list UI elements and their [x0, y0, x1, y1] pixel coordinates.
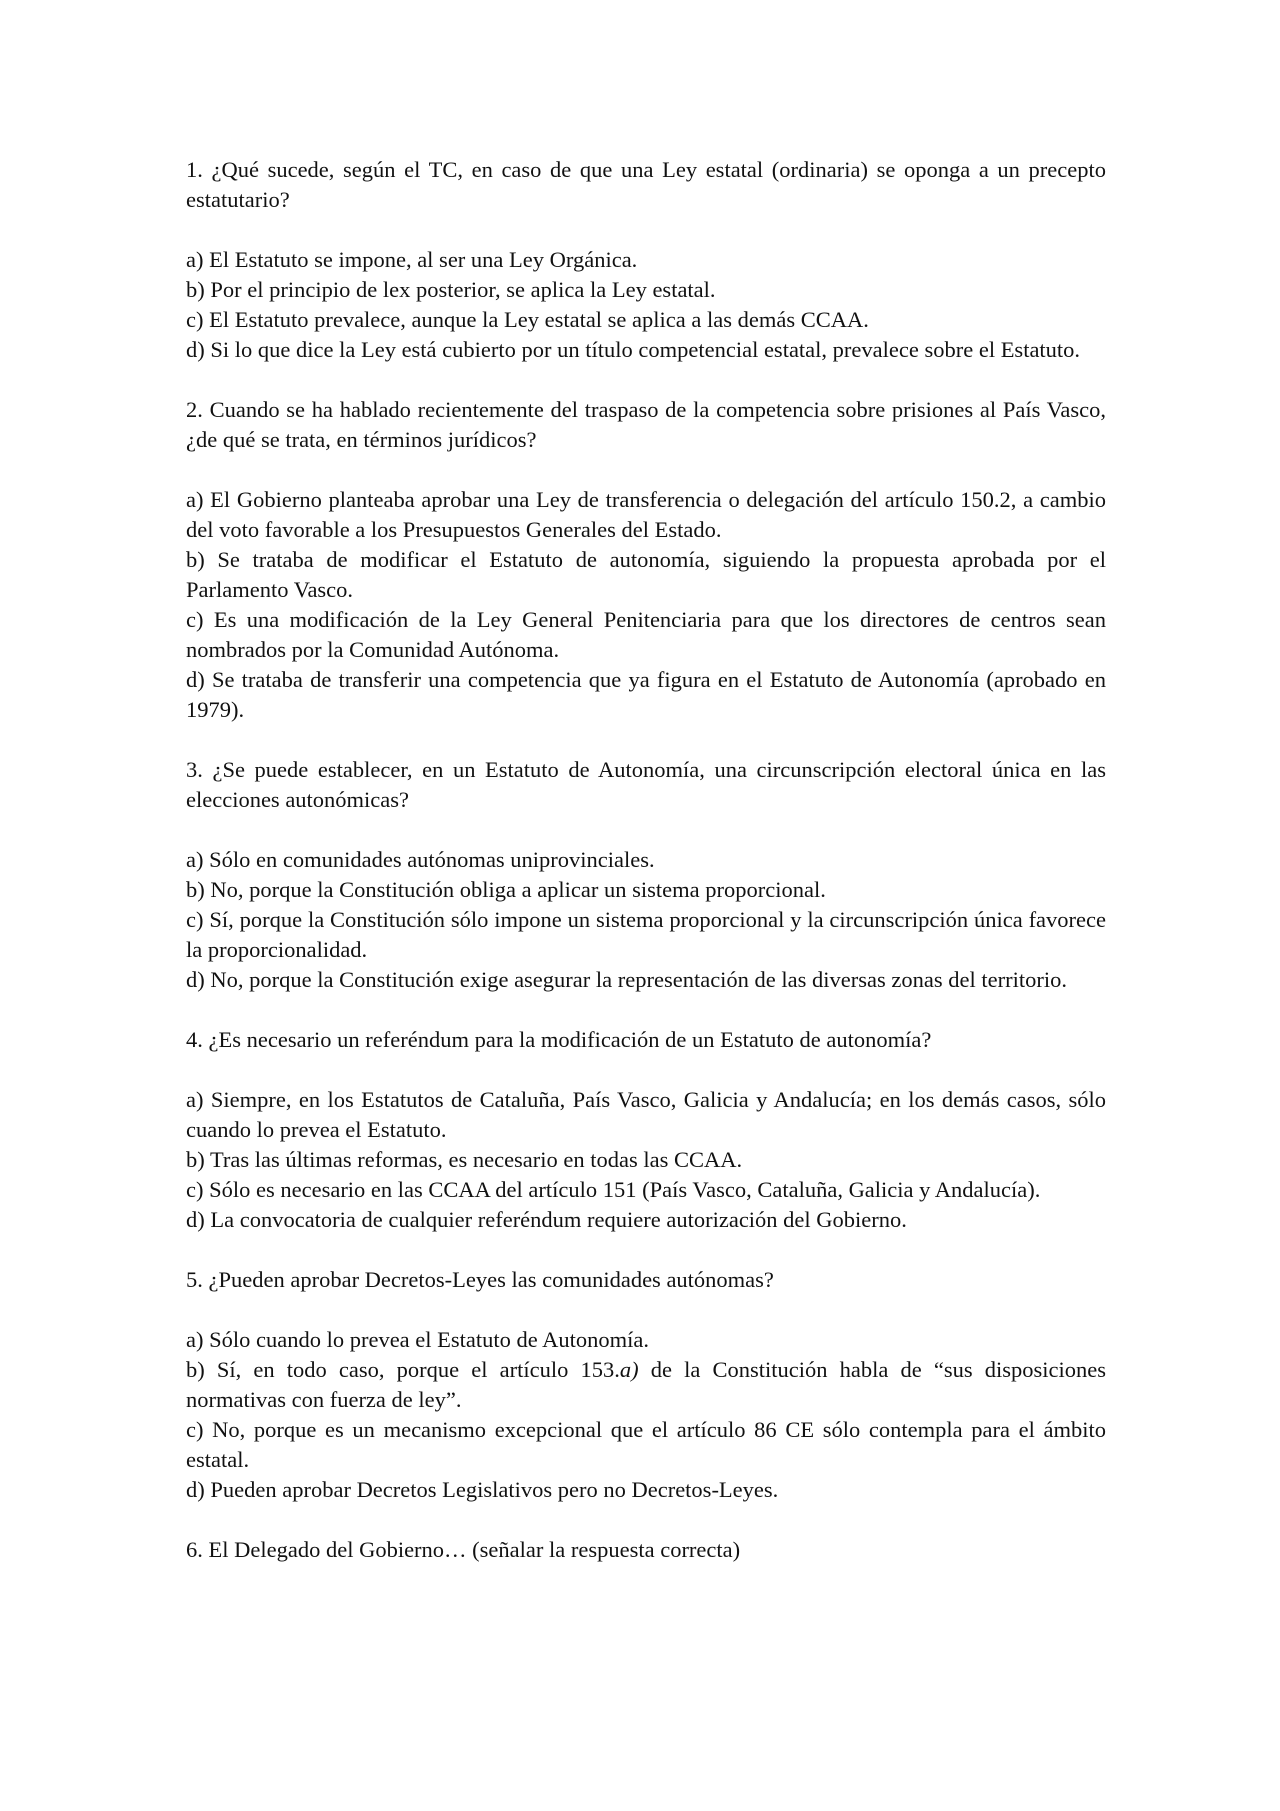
- question-1: [186, 155, 1106, 365]
- option-d: d) Si lo que dice la Ley está cubierto por un título competencial estatal, prevalece sobre el Estatuto.: [186, 337, 1081, 362]
- question-text: 1. ¿Qué sucede, según el TC, en caso de que una Ley estatal (ordinaria) se oponga a un precepto estatutario?: [186, 157, 1106, 212]
- question-text: 4. ¿Es necesario un referéndum para la modificación de un Estatuto de autonomía?: [186, 1027, 932, 1052]
- question-6: [186, 1535, 1106, 1565]
- option-b: b) Tras las últimas reformas, es necesario en todas las CCAA.: [186, 1147, 743, 1172]
- option-list: [186, 245, 1106, 365]
- question-2: [186, 395, 1106, 725]
- option-b-text-end: de la Constitución habla de “sus disposiciones normativas con fuerza de ley”.: [186, 1357, 1106, 1412]
- option-c: c) El Estatuto prevalece, aunque la Ley estatal se aplica a las demás CCAA.: [186, 307, 869, 332]
- option-b: b) No, porque la Constitución obliga a aplicar un sistema proporcional.: [186, 877, 826, 902]
- option-c: c) No, porque es un mecanismo excepcional que el artículo 86 CE sólo contempla para el ámbito estatal.: [186, 1417, 1106, 1472]
- question-text: 6. El Delegado del Gobierno… (señalar la respuesta correcta): [186, 1537, 741, 1562]
- option-d: d) No, porque la Constitución exige asegurar la representación de las diversas zonas del territorio.: [186, 967, 1067, 992]
- option-c: c) Sí, porque la Constitución sólo impone un sistema proporcional y la circunscripción única favorece la proporcionalidad.: [186, 907, 1106, 962]
- option-list: [186, 845, 1106, 995]
- option-list: [186, 1325, 1106, 1505]
- question-3: [186, 755, 1106, 995]
- option-d: d) La convocatoria de cualquier referéndum requiere autorización del Gobierno.: [186, 1207, 907, 1232]
- option-b: b) Se trataba de modificar el Estatuto de autonomía, siguiendo la propuesta aprobada por el Parlamento Vasco.: [186, 547, 1106, 602]
- option-b-text-start: b) Sí, en todo caso, porque el artículo 153.: [186, 1357, 620, 1382]
- question-4: [186, 1025, 1106, 1235]
- option-b-italic-ref: a): [619, 1357, 639, 1382]
- question-text: 5. ¿Pueden aprobar Decretos-Leyes las comunidades autónomas?: [186, 1267, 774, 1292]
- option-b: b) Por el principio de lex posterior, se aplica la Ley estatal.: [186, 277, 716, 302]
- option-b: [186, 1355, 1106, 1415]
- document-page: [186, 155, 1106, 1595]
- option-a: a) Siempre, en los Estatutos de Cataluña, País Vasco, Galicia y Andalucía; en los demás casos, sólo cuando lo prevea el Estatuto.: [186, 1087, 1106, 1142]
- question-text: 2. Cuando se ha hablado recientemente del traspaso de la competencia sobre prisiones al País Vasco, ¿de qué se trata, en términos jurídicos?: [186, 397, 1106, 452]
- option-list: [186, 1085, 1106, 1235]
- option-a: a) Sólo cuando lo prevea el Estatuto de Autonomía.: [186, 1327, 650, 1352]
- option-a: a) El Gobierno planteaba aprobar una Ley de transferencia o delegación del artículo 150.2, a cambio del voto favorable a los Presupuestos Generales del Estado.: [186, 487, 1106, 542]
- option-c: c) Es una modificación de la Ley General Penitenciaria para que los directores de centros sean nombrados por la Comunidad Autónoma.: [186, 607, 1106, 662]
- option-list: [186, 485, 1106, 725]
- question-text: 3. ¿Se puede establecer, en un Estatuto de Autonomía, una circunscripción electoral única en las elecciones autonómicas?: [186, 757, 1106, 812]
- option-c: c) Sólo es necesario en las CCAA del artículo 151 (País Vasco, Cataluña, Galicia y Andalucía).: [186, 1177, 1041, 1202]
- option-a: a) Sólo en comunidades autónomas uniprovinciales.: [186, 847, 655, 872]
- question-5: [186, 1265, 1106, 1505]
- option-d: d) Pueden aprobar Decretos Legislativos pero no Decretos-Leyes.: [186, 1477, 779, 1502]
- option-a: a) El Estatuto se impone, al ser una Ley Orgánica.: [186, 247, 638, 272]
- option-d: d) Se trataba de transferir una competencia que ya figura en el Estatuto de Autonomía (aprobado en 1979).: [186, 667, 1106, 722]
